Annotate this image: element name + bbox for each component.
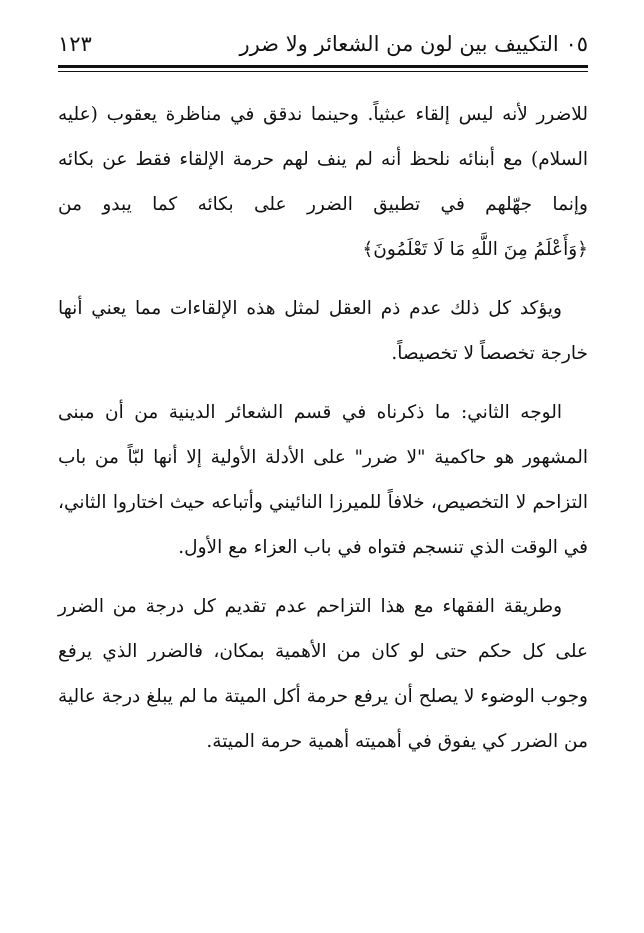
page-header — [58, 26, 588, 60]
book-page — [58, 26, 588, 906]
quran-verse: ﴿وَأَعْلَمُ مِنَ اللَّهِ مَا لَا تَعْلَمُونَ﴾ — [362, 239, 588, 260]
header-rule-thin — [58, 71, 588, 72]
page-number: ١٢٣ — [58, 32, 92, 56]
running-title: ٠٥ التكييف بين لون من الشعائر ولا ضرر — [239, 32, 588, 56]
header-rule-thick — [58, 65, 588, 68]
body-text — [58, 92, 588, 778]
paragraph-3: الوجه الثاني: ما ذكرناه في قسم الشعائر الدينية من أن مبنى المشهور هو حاكمية "لا ضرر" على الأدلة الأولية إلا أنها لبّاً من باب التزاحم لا التخصيص، خلافاً للميرزا النائيني وأتباعه حيث اختاروا الثاني، في الوقت الذي تنسجم فتواه في باب العزاء مع الأول. — [58, 402, 588, 558]
paragraph-4: وطريقة الفقهاء مع هذا التزاحم عدم تقديم كل درجة من الضرر على كل حكم حتى لو كان من الأهمية بمكان، فالضرر الذي يرفع وجوب الوضوء لا يصلح أن يرفع حرمة أكل الميتة ما لم يبلغ درجة عالية من الضرر كي يفوق في أهميته أهمية حرمة الميتة. — [58, 596, 588, 752]
paragraph-1 — [58, 92, 588, 272]
paragraph-1-text: للاضرر لأنه ليس إلقاء عبثياً. وحينما ندقق في مناظرة يعقوب (عليه السلام) مع أبنائه نلحظ أنه لم ينف لهم حرمة الإلقاء فقط عن بكائه وإنما جهّلهم في تطبيق الضرر على بكائه كما يبدو من — [58, 104, 588, 215]
paragraph-2: ويؤكد كل ذلك عدم ذم العقل لمثل هذه الإلقاءات مما يعني أنها خارجة تخصصاً لا تخصيصاً. — [58, 298, 588, 364]
